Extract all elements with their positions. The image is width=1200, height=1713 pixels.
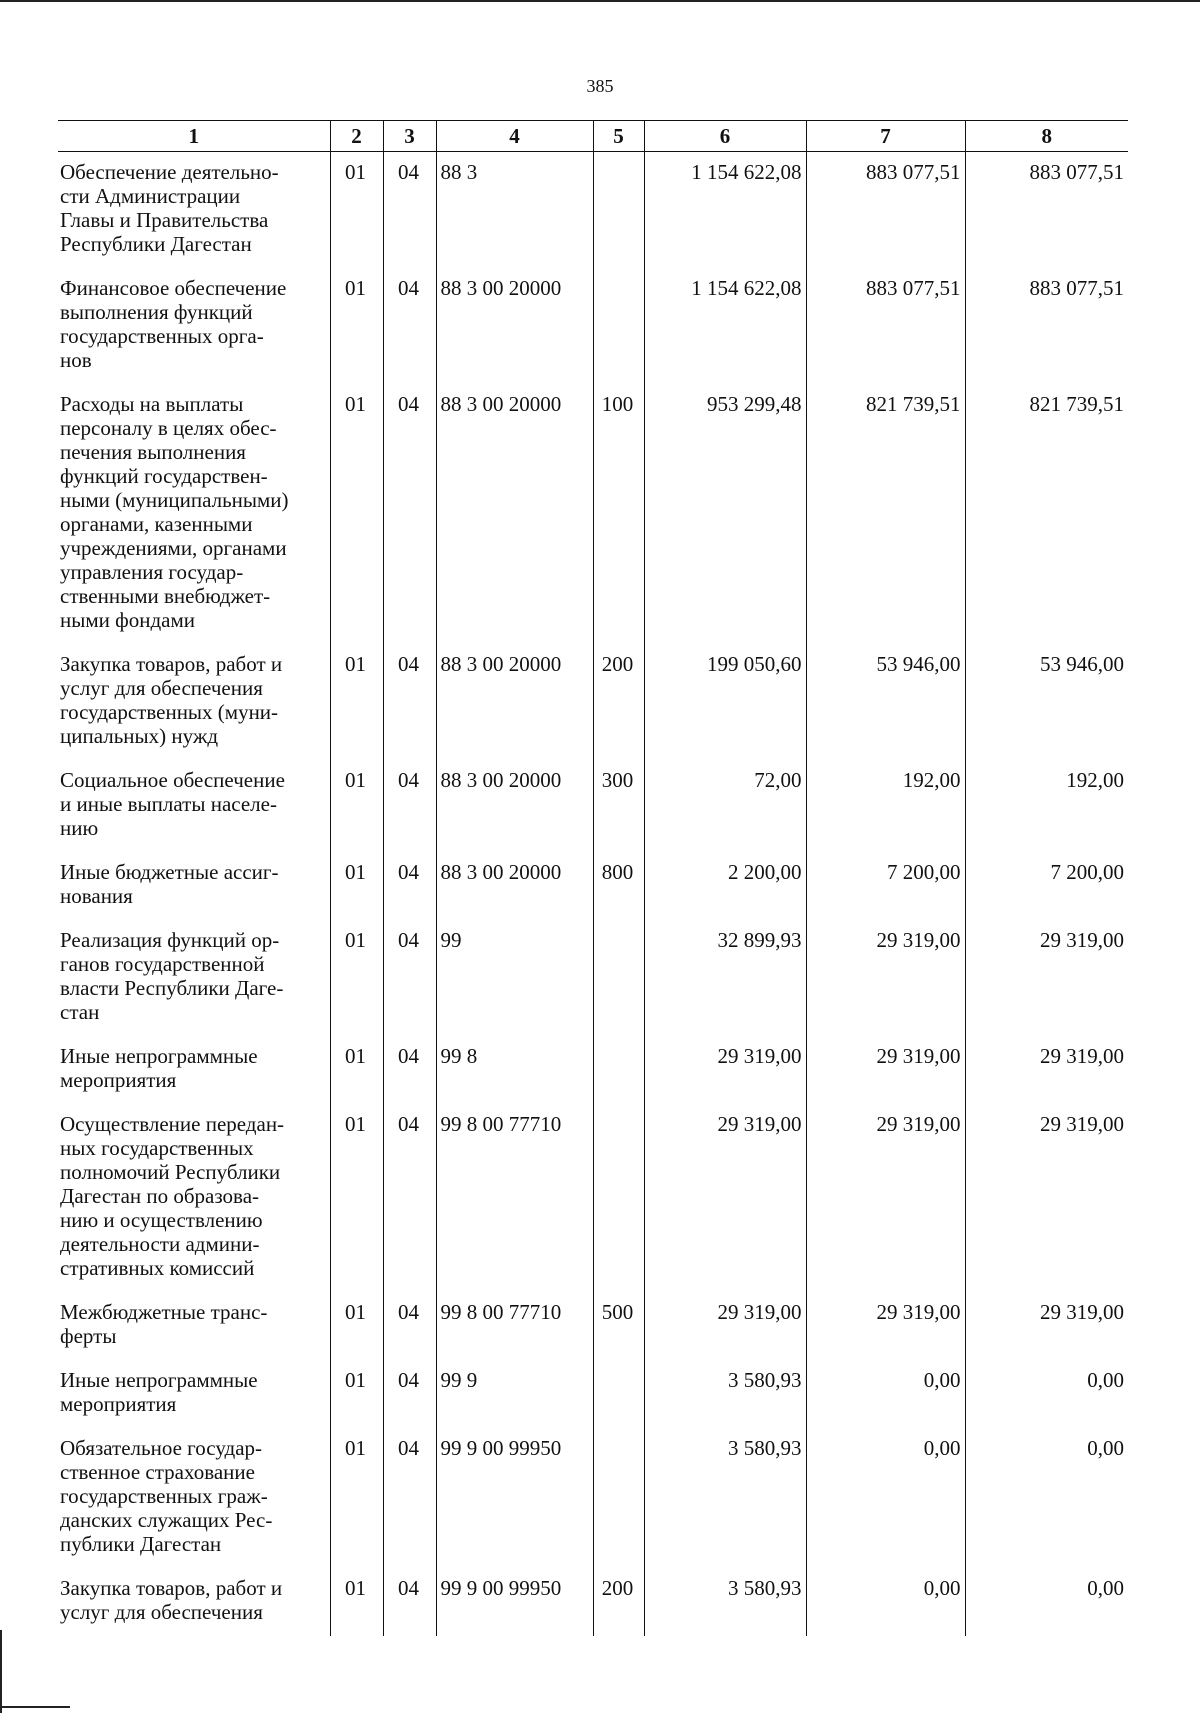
subsection-code: 04 xyxy=(383,644,436,760)
subsection-code: 04 xyxy=(383,920,436,1036)
table-row xyxy=(58,760,1128,852)
section-code: 01 xyxy=(330,152,383,269)
section-code: 01 xyxy=(330,920,383,1036)
expense-type-code: 300 xyxy=(593,760,644,852)
amount-col-6: 29 319,00 xyxy=(644,1036,806,1104)
header-col-6: 6 xyxy=(644,121,806,152)
expense-name: Расходы на выплаты персоналу в целях обес- печения выполнения функций государствен- ными (муниципальными) органами, казенными учреждениями, органами управления государ- ственными внебюджет- ными фондами xyxy=(60,392,289,632)
amount-col-7: 192,00 xyxy=(806,760,965,852)
section-code: 01 xyxy=(330,852,383,920)
header-col-7: 7 xyxy=(806,121,965,152)
section-code: 01 xyxy=(330,760,383,852)
target-article-code: 88 3 00 20000 xyxy=(436,384,593,644)
subsection-code: 04 xyxy=(383,760,436,852)
amount-col-8: 53 946,00 xyxy=(965,644,1128,760)
amount-col-8: 29 319,00 xyxy=(965,1292,1128,1360)
target-article-code: 99 9 00 99950 xyxy=(436,1568,593,1636)
section-code: 01 xyxy=(330,1036,383,1104)
amount-col-6: 3 580,93 xyxy=(644,1428,806,1568)
expense-type-code: 500 xyxy=(593,1292,644,1360)
amount-col-8: 29 319,00 xyxy=(965,1104,1128,1292)
section-code: 01 xyxy=(330,1428,383,1568)
target-article-code: 99 xyxy=(436,920,593,1036)
table-row xyxy=(58,268,1128,384)
target-article-code: 88 3 00 20000 xyxy=(436,760,593,852)
expense-type-code: 200 xyxy=(593,644,644,760)
expense-type-code xyxy=(593,920,644,1036)
expense-name: Осуществление передан- ных государственных полномочий Республики Дагестан по образова- нию и осуществлению деятельности админи- стративных комиссий xyxy=(60,1112,285,1280)
expense-type-code xyxy=(593,152,644,269)
amount-col-8: 0,00 xyxy=(965,1568,1128,1636)
section-code: 01 xyxy=(330,1360,383,1428)
budget-table xyxy=(58,120,1128,1636)
table-row xyxy=(58,920,1128,1036)
amount-col-7: 883 077,51 xyxy=(806,152,965,269)
header-col-5: 5 xyxy=(593,121,644,152)
target-article-code: 88 3 00 20000 xyxy=(436,644,593,760)
expense-name: Социальное обеспечение и иные выплаты населе- нию xyxy=(60,768,285,840)
header-col-2: 2 xyxy=(330,121,383,152)
target-article-code: 88 3 00 20000 xyxy=(436,268,593,384)
amount-col-6: 2 200,00 xyxy=(644,852,806,920)
scan-bottom-edge xyxy=(0,1706,70,1708)
amount-col-8: 821 739,51 xyxy=(965,384,1128,644)
section-code: 01 xyxy=(330,384,383,644)
amount-col-8: 0,00 xyxy=(965,1360,1128,1428)
amount-col-7: 0,00 xyxy=(806,1360,965,1428)
amount-col-6: 72,00 xyxy=(644,760,806,852)
expense-type-code: 800 xyxy=(593,852,644,920)
subsection-code: 04 xyxy=(383,1428,436,1568)
section-code: 01 xyxy=(330,1104,383,1292)
header-col-3: 3 xyxy=(383,121,436,152)
amount-col-7: 29 319,00 xyxy=(806,1036,965,1104)
header-col-8: 8 xyxy=(965,121,1128,152)
amount-col-7: 29 319,00 xyxy=(806,920,965,1036)
amount-col-7: 0,00 xyxy=(806,1568,965,1636)
amount-col-6: 29 319,00 xyxy=(644,1104,806,1292)
target-article-code: 88 3 00 20000 xyxy=(436,852,593,920)
target-article-code: 88 3 xyxy=(436,152,593,269)
subsection-code: 04 xyxy=(383,384,436,644)
amount-col-7: 7 200,00 xyxy=(806,852,965,920)
target-article-code: 99 9 00 99950 xyxy=(436,1428,593,1568)
expense-name: Закупка товаров, работ и услуг для обеспечения государственных (муни- ципальных) нужд xyxy=(60,652,283,748)
amount-col-7: 0,00 xyxy=(806,1428,965,1568)
subsection-code: 04 xyxy=(383,1292,436,1360)
amount-col-7: 883 077,51 xyxy=(806,268,965,384)
expense-name: Иные непрограммные мероприятия xyxy=(60,1044,258,1092)
table-header xyxy=(58,121,1128,152)
amount-col-7: 821 739,51 xyxy=(806,384,965,644)
subsection-code: 04 xyxy=(383,1104,436,1292)
table-row xyxy=(58,1104,1128,1292)
expense-type-code xyxy=(593,1036,644,1104)
table-row xyxy=(58,1036,1128,1104)
header-row xyxy=(58,121,1128,152)
table-row xyxy=(58,852,1128,920)
table-row xyxy=(58,152,1128,269)
expense-name: Обеспечение деятельно- сти Администрации Главы и Правительства Республики Дагестан xyxy=(60,160,279,256)
amount-col-6: 199 050,60 xyxy=(644,644,806,760)
section-code: 01 xyxy=(330,644,383,760)
amount-col-6: 1 154 622,08 xyxy=(644,152,806,269)
table-row xyxy=(58,1360,1128,1428)
subsection-code: 04 xyxy=(383,1360,436,1428)
table-body xyxy=(58,152,1128,1637)
amount-col-6: 3 580,93 xyxy=(644,1360,806,1428)
target-article-code: 99 8 00 77710 xyxy=(436,1104,593,1292)
amount-col-8: 192,00 xyxy=(965,760,1128,852)
table-row xyxy=(58,1428,1128,1568)
expense-name: Реализация функций ор- ганов государственной власти Республики Даге- стан xyxy=(60,928,284,1024)
table-row xyxy=(58,1292,1128,1360)
expense-type-code: 200 xyxy=(593,1568,644,1636)
amount-col-8: 7 200,00 xyxy=(965,852,1128,920)
target-article-code: 99 8 xyxy=(436,1036,593,1104)
amount-col-7: 53 946,00 xyxy=(806,644,965,760)
amount-col-6: 32 899,93 xyxy=(644,920,806,1036)
expense-type-code xyxy=(593,1428,644,1568)
table-row xyxy=(58,644,1128,760)
amount-col-6: 953 299,48 xyxy=(644,384,806,644)
amount-col-7: 29 319,00 xyxy=(806,1104,965,1292)
expense-type-code xyxy=(593,268,644,384)
expense-name: Иные бюджетные ассиг- нования xyxy=(60,860,279,908)
amount-col-8: 0,00 xyxy=(965,1428,1128,1568)
subsection-code: 04 xyxy=(383,152,436,269)
subsection-code: 04 xyxy=(383,1568,436,1636)
amount-col-8: 29 319,00 xyxy=(965,1036,1128,1104)
subsection-code: 04 xyxy=(383,1036,436,1104)
amount-col-7: 29 319,00 xyxy=(806,1292,965,1360)
expense-name: Обязательное государ- ственное страхование государственных граж- данских служащих Рес- публики Дагестан xyxy=(60,1436,273,1556)
amount-col-6: 1 154 622,08 xyxy=(644,268,806,384)
section-code: 01 xyxy=(330,1292,383,1360)
expense-type-code xyxy=(593,1104,644,1292)
amount-col-8: 883 077,51 xyxy=(965,268,1128,384)
expense-name: Межбюджетные транс- ферты xyxy=(60,1300,268,1348)
target-article-code: 99 9 xyxy=(436,1360,593,1428)
amount-col-6: 29 319,00 xyxy=(644,1292,806,1360)
section-code: 01 xyxy=(330,1568,383,1636)
table-row xyxy=(58,1568,1128,1636)
target-article-code: 99 8 00 77710 xyxy=(436,1292,593,1360)
amount-col-8: 29 319,00 xyxy=(965,920,1128,1036)
expense-type-code: 100 xyxy=(593,384,644,644)
page-number: 385 xyxy=(586,76,614,96)
subsection-code: 04 xyxy=(383,852,436,920)
header-col-4: 4 xyxy=(436,121,593,152)
table-row xyxy=(58,384,1128,644)
expense-type-code xyxy=(593,1360,644,1428)
expense-name: Финансовое обеспечение выполнения функций государственных орга- нов xyxy=(60,276,287,372)
section-code: 01 xyxy=(330,268,383,384)
amount-col-8: 883 077,51 xyxy=(965,152,1128,269)
scan-top-border xyxy=(0,0,1200,2)
subsection-code: 04 xyxy=(383,268,436,384)
amount-col-6: 3 580,93 xyxy=(644,1568,806,1636)
expense-name: Иные непрограммные мероприятия xyxy=(60,1368,258,1416)
header-col-1: 1 xyxy=(58,121,330,152)
scan-left-edge xyxy=(0,1630,2,1713)
expense-name: Закупка товаров, работ и услуг для обеспечения xyxy=(60,1576,283,1624)
